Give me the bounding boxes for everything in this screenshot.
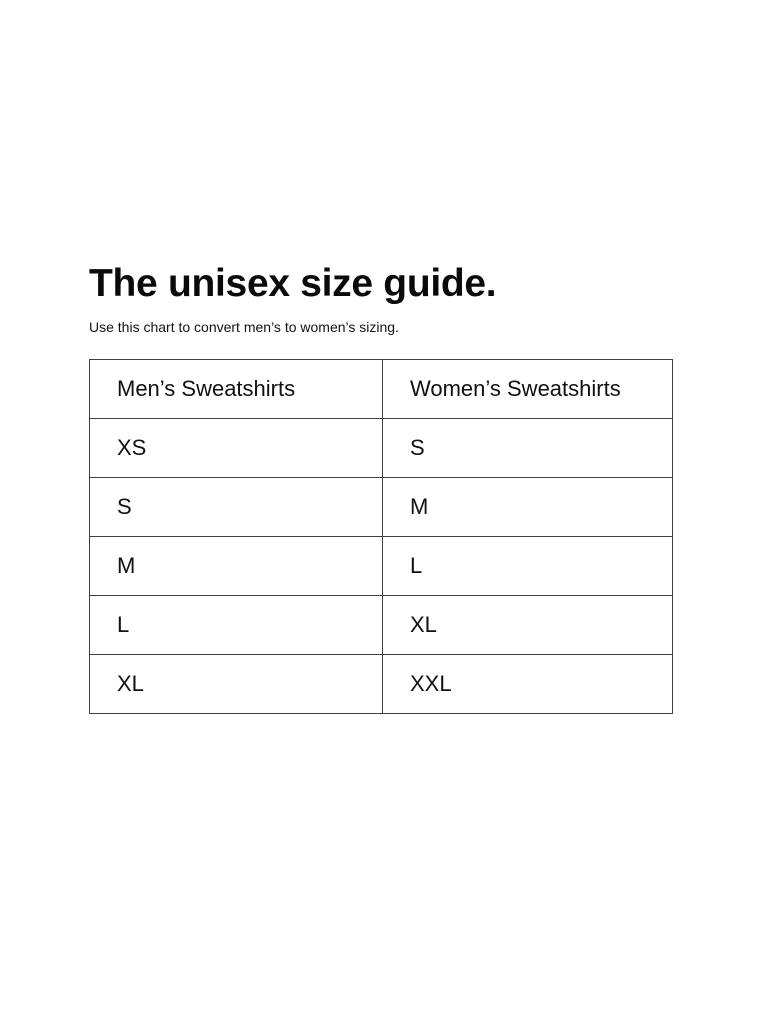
page-subtitle: Use this chart to convert men’s to women’s sizing. <box>89 318 399 335</box>
table-row <box>90 419 673 478</box>
cell-mens-size: S <box>90 478 383 537</box>
column-header-womens-sweatshirts: Women’s Sweatshirts <box>383 360 673 419</box>
cell-mens-size: XL <box>90 655 383 714</box>
cell-womens-size: XL <box>383 596 673 655</box>
cell-mens-size: XS <box>90 419 383 478</box>
table-header-row <box>90 360 673 419</box>
cell-mens-size: M <box>90 537 383 596</box>
table-row <box>90 655 673 714</box>
cell-womens-size: XXL <box>383 655 673 714</box>
size-guide-section <box>89 262 673 714</box>
table-row <box>90 596 673 655</box>
page-title: The unisex size guide. <box>89 262 497 305</box>
size-conversion-table <box>89 359 673 714</box>
cell-mens-size: L <box>90 596 383 655</box>
column-header-mens-sweatshirts: Men’s Sweatshirts <box>90 360 383 419</box>
table-row <box>90 537 673 596</box>
cell-womens-size: M <box>383 478 673 537</box>
cell-womens-size: S <box>383 419 673 478</box>
cell-womens-size: L <box>383 537 673 596</box>
table-row <box>90 478 673 537</box>
